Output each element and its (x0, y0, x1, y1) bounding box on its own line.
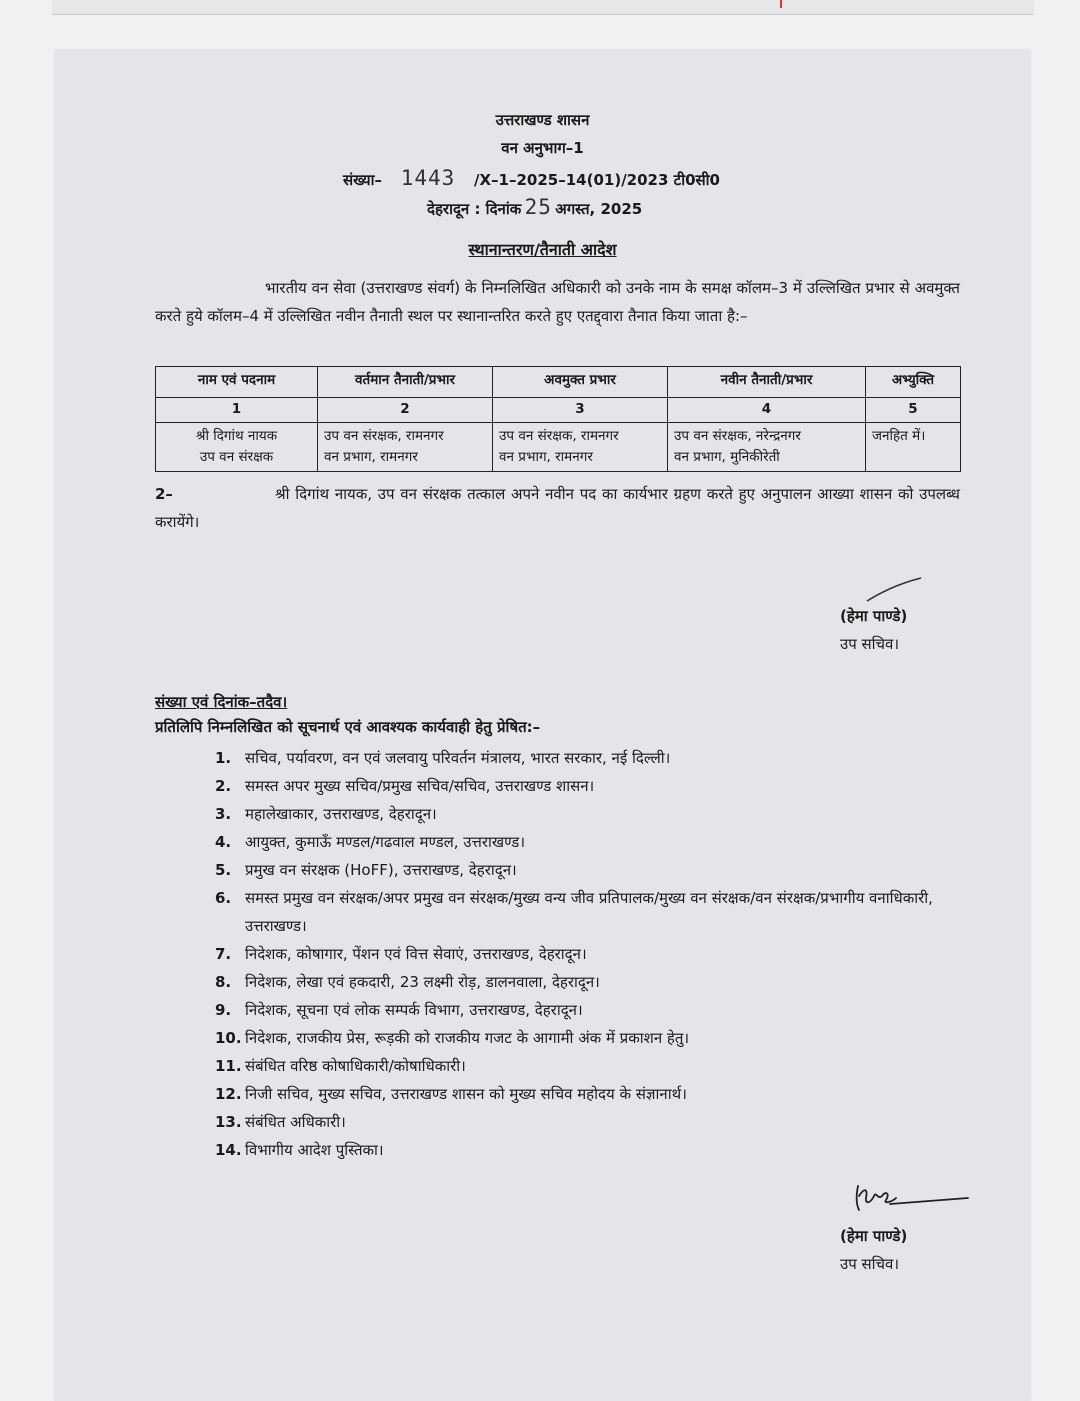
column-number: 5 (866, 398, 961, 423)
new-posting-line2: वन प्रभाग, मुनिकीरेती (674, 449, 780, 465)
list-item-text: निजी सचिव, मुख्य सचिव, उत्तराखण्ड शासन को मुख्य सचिव महोदय के संज्ञानार्थ। (245, 1085, 687, 1103)
list-item-text: निदेशक, लेखा एवं हकदारी, 23 लक्ष्मी रोड़, डालनवाला, देहरादून। (245, 973, 600, 991)
signatory-designation: उप सचिव। (840, 635, 900, 653)
list-item (215, 968, 975, 996)
compliance-paragraph (155, 480, 960, 536)
list-item (215, 1024, 975, 1052)
list-item-number: 10. (215, 1029, 242, 1047)
list-item-text: संबंधित वरिष्ठ कोषाधिकारी/कोषाधिकारी। (245, 1057, 466, 1075)
date-suffix: अगस्त, 2025 (555, 200, 643, 218)
signatory-name: (हेमा पाण्डे) (840, 607, 908, 625)
copy-intro: प्रतिलिपि निम्नलिखित को सूचनार्थ एवं आवश्यक कार्यवाही हेतु प्रेषित:– (155, 718, 541, 736)
table-header-cell: वर्तमान तैनाती/प्रभार (318, 367, 493, 398)
list-item-number: 9. (215, 1001, 232, 1019)
list-item-text: संबंधित अधिकारी। (245, 1113, 346, 1131)
list-item-number: 3. (215, 805, 232, 823)
signature-block-top (840, 602, 907, 658)
copy-recipient-list (215, 744, 975, 1164)
column-number: 2 (318, 398, 493, 423)
compliance-text: श्री दिगांथ नायक, उप वन संरक्षक तत्काल अपने नवीन पद का कार्यभार ग्रहण करते हुए अनुपालन आख्या शासन को उपलब्ध करायेंगे। (155, 485, 960, 531)
ref-prefix: संख्या– (343, 171, 383, 189)
table-header-row (156, 367, 961, 398)
list-item-text: समस्त प्रमुख वन संरक्षक/अपर प्रमुख वन संरक्षक/मुख्य वन्य जीव प्रतिपालक/मुख्य वन संरक्षक/वन संरक्षक/प्रभागीय वनाधिकारी, उत्तराखण्ड। (245, 889, 933, 935)
list-item (215, 744, 975, 772)
list-item-text: निदेशक, कोषागार, पेंशन एवं वित्त सेवाएं, उत्तराखण्ड, देहरादून। (245, 945, 587, 963)
ref-suffix: /X–1–2025–14(01)/2023 टी0सी0 (474, 171, 720, 189)
table-header-cell: अवमुक्त प्रभार (493, 367, 668, 398)
list-item-text: विभागीय आदेश पुस्तिका। (245, 1141, 384, 1159)
date-prefix: देहरादून : दिनांक (427, 200, 522, 218)
list-item-text: समस्त अपर मुख्य सचिव/प्रमुख सचिव/सचिव, उत्तराखण्ड शासन। (245, 777, 595, 795)
transfer-table (155, 366, 961, 472)
list-item-number: 11. (215, 1057, 242, 1075)
signature-block-bottom (840, 1222, 907, 1278)
order-title (55, 238, 1030, 260)
list-item-number: 14. (215, 1141, 242, 1159)
copy-heading (155, 690, 540, 740)
officer-name: श्री दिगांथ नायक (195, 428, 278, 444)
list-item (215, 1080, 975, 1108)
handwritten-date-day: 25 (524, 195, 552, 219)
signature-stroke-icon (865, 575, 925, 605)
list-item-number: 13. (215, 1113, 242, 1131)
intro-paragraph: भारतीय वन सेवा (उत्तराखण्ड संवर्ग) के निम्नलिखित अधिकारी को उनके नाम के समक्ष कॉलम–3 में उल्लिखित प्रभार से अवमुक्त करते हुये कॉलम–4 में उल्लिखित नवीन तैनाती स्थल पर स्थानान्तरित करते हुए एतद्द्वारा तैनात किया जाता है:– (155, 279, 960, 325)
list-item (215, 996, 975, 1024)
issue-date (427, 195, 642, 219)
list-item-number: 6. (215, 889, 232, 907)
relieved-charge-cell (493, 423, 668, 472)
list-item (215, 884, 975, 940)
list-item (215, 828, 975, 856)
column-number: 3 (493, 398, 668, 423)
officer-designation: उप वन संरक्षक (199, 449, 274, 465)
government-heading: उत्तराखण्ड शासन (495, 111, 590, 129)
new-posting-line1: उप वन संरक्षक, नरेन्द्रनगर (674, 428, 801, 444)
list-item (215, 856, 975, 884)
reference-number (343, 166, 720, 190)
list-item-number: 5. (215, 861, 232, 879)
list-item-text: महालेखाकार, उत्तराखण्ड, देहरादून। (245, 805, 437, 823)
previous-page-mark (780, 0, 782, 8)
list-item (215, 800, 975, 828)
previous-page-edge (52, 0, 1034, 15)
table-column-number-row (156, 398, 961, 423)
paragraph-number: 2– (155, 485, 173, 503)
list-item-text: आयुक्त, कुमाऊँ मण्डल/गढवाल मण्डल, उत्तराखण्ड। (245, 833, 526, 851)
remarks-cell (866, 423, 961, 472)
signatory-name: (हेमा पाण्डे) (840, 1227, 908, 1245)
list-item-number: 4. (215, 833, 232, 851)
table-row (156, 423, 961, 472)
current-posting-line2: वन प्रभाग, रामनगर (324, 449, 418, 465)
list-item (215, 940, 975, 968)
document-page (55, 50, 1030, 1401)
table-header-cell: नवीन तैनाती/प्रभार (668, 367, 866, 398)
officer-name-cell (156, 423, 318, 472)
list-item (215, 772, 975, 800)
section-heading: वन अनुभाग–1 (501, 139, 584, 157)
table-header-cell: नाम एवं पदनाम (156, 367, 318, 398)
list-item (215, 1136, 975, 1164)
list-item-number: 1. (215, 749, 232, 767)
order-title-text: स्थानान्तरण/तैनाती आदेश (468, 240, 617, 259)
list-item-text: प्रमुख वन संरक्षक (HoFF), उत्तराखण्ड, देहरादून। (245, 861, 517, 879)
handwritten-signature-icon (850, 1178, 975, 1220)
list-item-text: निदेशक, राजकीय प्रेस, रूड़की को राजकीय गजट के आगामी अंक में प्रकाशन हेतु। (245, 1029, 690, 1047)
column-number: 1 (156, 398, 318, 423)
relieved-charge-line1: उप वन संरक्षक, रामनगर (499, 428, 619, 444)
signatory-designation: उप सचिव। (840, 1255, 900, 1273)
list-item-number: 8. (215, 973, 232, 991)
list-item-number: 12. (215, 1085, 242, 1103)
list-item-text: सचिव, पर्यावरण, वन एवं जलवायु परिवर्तन मंत्रालय, भारत सरकार, नई दिल्ली। (245, 749, 671, 767)
new-posting-cell (668, 423, 866, 472)
list-item-number: 2. (215, 777, 232, 795)
list-item (215, 1052, 975, 1080)
column-number: 4 (668, 398, 866, 423)
list-item (215, 1108, 975, 1136)
relieved-charge-line2: वन प्रभाग, रामनगर (499, 449, 593, 465)
table-header-cell: अभ्युक्ति (866, 367, 961, 398)
copy-ref-line: संख्या एवं दिनांक–तदैव। (155, 693, 288, 711)
list-item-text: निदेशक, सूचना एवं लोक सम्पर्क विभाग, उत्तराखण्ड, देहरादून। (245, 1001, 583, 1019)
current-posting-cell (318, 423, 493, 472)
list-item-number: 7. (215, 945, 232, 963)
handwritten-ref-number: 1443 (400, 166, 456, 190)
remarks: जनहित में। (872, 428, 926, 444)
current-posting-line1: उप वन संरक्षक, रामनगर (324, 428, 444, 444)
